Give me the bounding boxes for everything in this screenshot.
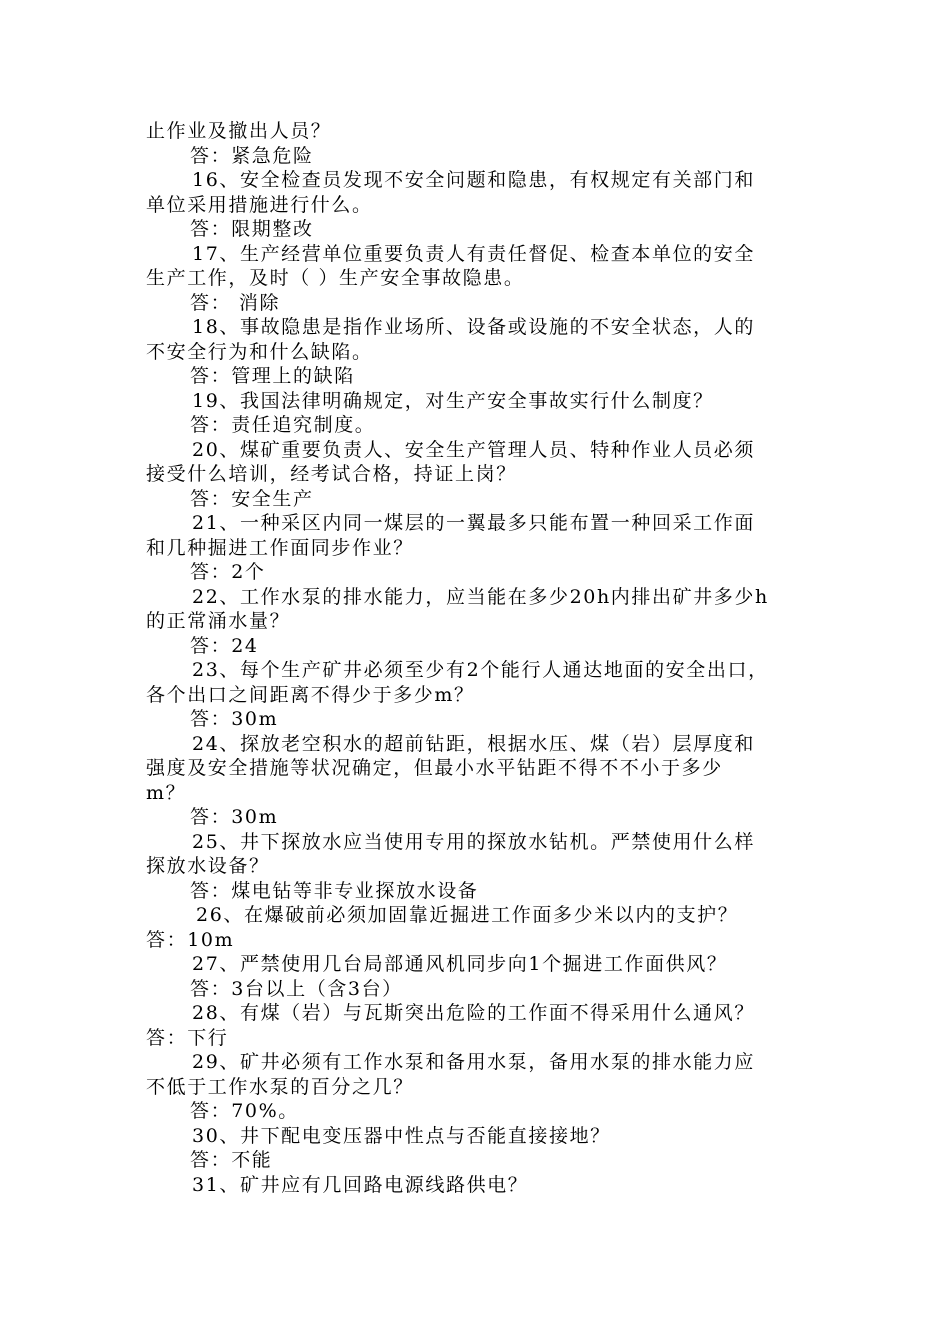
- question-line: 26、在爆破前必须加固靠近掘进工作面多少米以内的支护？: [196, 904, 739, 926]
- question-line: 28、有煤（岩）与瓦斯突出危险的工作面不得采用什么通风？: [192, 1002, 755, 1024]
- question-line: 20、煤矿重要负责人、安全生产管理人员、特种作业人员必须: [192, 438, 755, 461]
- question-line: 19、我国法律明确规定，对生产安全事故实行什么制度？: [192, 389, 714, 412]
- text-line: 单位采用措施进行什么。: [146, 193, 373, 216]
- text-line: 和几种掘进工作面同步作业？: [146, 536, 414, 559]
- answer-line: 答：30m: [190, 708, 279, 730]
- answer-line: 答：责任追究制度。: [190, 414, 376, 436]
- answer-line: 答：24: [190, 634, 259, 657]
- answer-line: 答：煤电钻等非专业探放水设备: [190, 879, 479, 902]
- answer-line: 答：不能: [190, 1149, 273, 1171]
- text-line: 强度及安全措施等状况确定，但最小水平钻距不得不不小于多少: [146, 757, 723, 779]
- text-line: 各个出口之间距离不得少于多少m？: [146, 683, 475, 706]
- question-line: 18、事故隐患是指作业场所、设备或设施的不安全状态，人的: [192, 316, 755, 338]
- question-line: 24、探放老空积水的超前钻距，根据水压、煤（岩）层厚度和: [192, 732, 755, 755]
- answer-line: 答：管理上的缺陷: [190, 365, 355, 387]
- document-body: [146, 119, 806, 1197]
- text-line: 不低于工作水泵的百分之几？: [146, 1075, 414, 1098]
- text-line: 止作业及撤出人员？: [146, 120, 332, 142]
- text-line: 接受什么培训，经考试合格，持证上岗？: [146, 463, 517, 485]
- answer-line: 答：3台以上（含3台）: [190, 977, 403, 1000]
- question-line: 29、矿井必须有工作水泵和备用水泵，备用水泵的排水能力应: [192, 1051, 755, 1073]
- answer-line: 答：30m: [190, 806, 279, 828]
- question-line: 27、严禁使用几台局部通风机同步向1个掘进工作面供风？: [192, 953, 728, 975]
- text-line: 的正常涌水量？: [146, 610, 291, 632]
- answer-line: 答：紧急危险: [190, 144, 314, 167]
- text-line: 生产工作，及时（ ）生产安全事故隐患。: [146, 267, 525, 289]
- question-line: 25、井下探放水应当使用专用的探放水钻机。严禁使用什么样: [192, 830, 755, 853]
- question-line: 30、井下配电变压器中性点与否能直接接地？: [192, 1124, 611, 1147]
- question-line: 22、工作水泵的排水能力，应当能在多少20h内排出矿井多少h: [192, 585, 769, 608]
- answer-line: 答：70%。: [190, 1100, 299, 1122]
- answer-line: 答：安全生产: [190, 487, 314, 510]
- answer-line: 答：限期整改: [190, 218, 314, 240]
- question-line: 16、安全检查员发现不安全问题和隐患，有权规定有关部门和: [192, 169, 755, 191]
- text-line: 探放水设备？: [146, 855, 270, 877]
- answer-line: 答：2个: [190, 561, 266, 583]
- answer-line: 答：下行: [146, 1026, 229, 1049]
- question-line: 31、矿井应有几回路电源线路供电？: [192, 1173, 529, 1196]
- question-line: 17、生产经营单位重要负责人有责任督促、检查本单位的安全: [192, 242, 755, 265]
- answer-line: 答：10m: [146, 928, 235, 951]
- text-line: 不安全行为和什么缺陷。: [146, 340, 373, 363]
- question-line: 21、一种采区内同一煤层的一翼最多只能布置一种回采工作面: [192, 512, 755, 534]
- question-line: 23、每个生产矿井必须至少有2个能行人通达地面的安全出口，: [192, 659, 769, 681]
- text-line: m？: [146, 781, 187, 804]
- answer-line: 答： 消除: [190, 291, 281, 314]
